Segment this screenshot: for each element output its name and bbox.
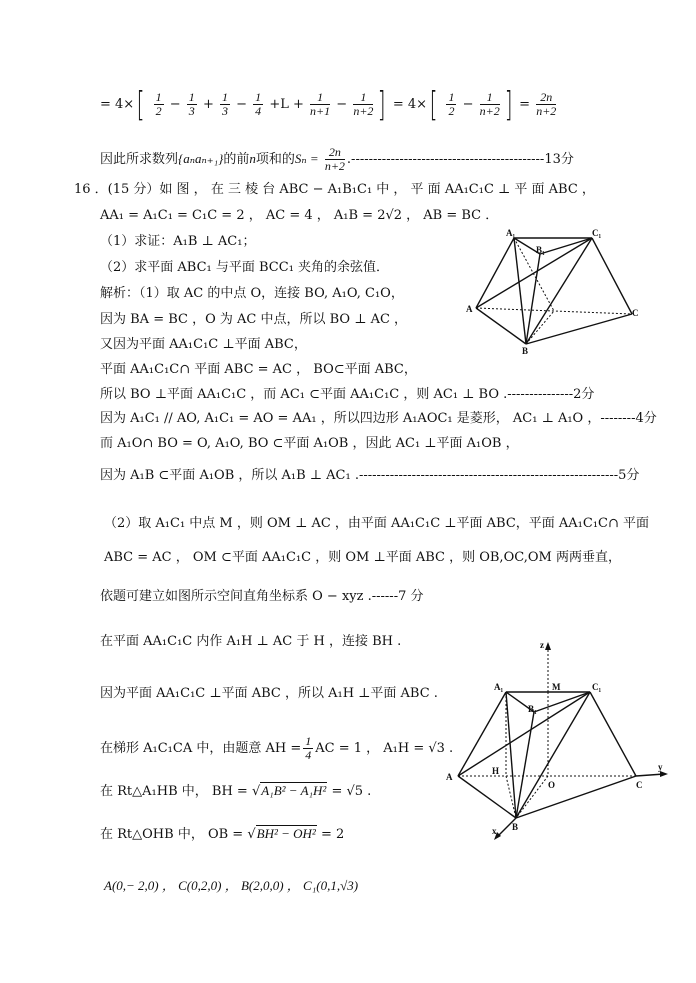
frustum-figure-1 (462, 224, 648, 356)
problem-16-line1: 16 ．(15 分）如 图 ， 在 三 棱 台 ABC − A₁B₁C₁ 中 ， 平 面 AA₁C₁C ⊥ 平 面 ABC ， (74, 182, 595, 197)
label-z: z (540, 640, 544, 650)
label-c1: C₁ (592, 682, 602, 692)
frac: $\frac{1}{2}$ (448, 90, 455, 118)
label-b1: B₁ (528, 704, 537, 714)
coordinates: A(0,− 2,0) ， C(0,2,0) ， B(2,0,0) ， C₁(0,1,√3) (104, 878, 359, 893)
label-a1: A₁ (506, 228, 516, 238)
solution-line: 而 A₁O∩ BO = O, A₁O, BO ⊂平面 A₁OB ，因此 AC₁ ⊥平面 A₁OB ， (100, 436, 519, 451)
trapezoid-line: 在梯形 A₁C₁CA 中，由题意 AH = $\frac{1}{4}$ AC = 1 ， A₁H = √3 . (100, 734, 454, 762)
label-a: A (466, 304, 473, 314)
label-c: C (632, 308, 639, 318)
telescoping-formula: = 4×[ $\frac{1}{2}$ − $\frac{1}{3}$ + $\frac{1}{3}$ − $\frac{1}{4}$ +L + $\frac{1}{n+1}$ − $\frac{1}{n+2}$ ] = 4×[ $\frac{1}{2}$ − $\frac{1}{n+2}$ ] = $\frac{2n}{n+2}$ (100, 84, 557, 125)
question-1: （1）求证：A₁B ⊥ AC₁； (100, 234, 256, 249)
frac: $\frac{1}{n+2}$ (479, 90, 500, 118)
solution-line: 解析：（1）取 AC 的中点 O，连接 BO, A₁O, C₁O， (100, 286, 404, 301)
solution-line: 因为 A₁B ⊂平面 A₁OB ，所以 A₁B ⊥ AC₁ .-----------------------------------------------------------5分 (100, 468, 640, 483)
op: + (202, 97, 214, 112)
label-a1: A₁ (494, 682, 504, 692)
solution-line: 又因为平面 AA₁C₁C ⊥平面 ABC， (100, 337, 307, 352)
rt-triangle-2: 在 Rt△OHB 中， OB = √BH² − OH² = 2 (100, 826, 345, 842)
label-m: M (552, 682, 561, 692)
op: − (336, 97, 348, 112)
question-2: （2）求平面 ABC₁ 与平面 BCC₁ 夹角的余弦值． (100, 260, 390, 275)
solution2-line: 因为平面 AA₁C₁C ⊥平面 ABC ，所以 A₁H ⊥平面 ABC . (100, 686, 438, 701)
label-x: x (492, 826, 497, 836)
label-c: C (636, 780, 643, 790)
solution2-line: （2）取 A₁C₁ 中点 M ，则 OM ⊥ AC ，由平面 AA₁C₁C ⊥平面 ABC，平面 AA₁C₁C∩ 平面 (104, 516, 650, 531)
frac: $\frac{1}{4}$ (255, 90, 262, 118)
label-b: B (512, 822, 519, 832)
frac: $\frac{1}{n+2}$ (353, 90, 374, 118)
frac: $\frac{2n}{n+2}$ (536, 90, 557, 118)
solution2-line: ABC = AC ， OM ⊂平面 AA₁C₁C ，则 OM ⊥平面 ABC ，则 OB,OC,OM 两两垂直， (104, 550, 621, 565)
op: − (462, 97, 474, 112)
label-o: O (548, 780, 556, 790)
label-y: y (658, 762, 663, 772)
solution-line: 所以 BO ⊥平面 AA₁C₁C ，而 AC₁ ⊂平面 AA₁C₁C ，则 AC₁ ⊥ BO .---------------2分 (100, 387, 595, 402)
label-b: B (522, 346, 529, 356)
solution-line: 因为 BA = BC ，O 为 AC 中点，所以 BO ⊥ AC ， (100, 312, 408, 327)
formula-lead: = 4× (100, 97, 135, 112)
solution2-line: 在平面 AA₁C₁C 内作 A₁H ⊥ AC 于 H ，连接 BH . (100, 634, 402, 649)
conclusion-line: 因此所求数列{aₙaₙ₊₁}的前n项和的Sₙ = $\frac{2n}{n+2}$ .--------------------------------------------13分 (100, 145, 574, 173)
op: = (519, 97, 531, 112)
label-h: H (492, 766, 500, 776)
op: +L + (269, 97, 304, 112)
frustum-figure-2 (440, 636, 670, 842)
solution-line: 因为 A₁C₁ // AO, A₁C₁ = AO = AA₁ ，所以四边形 A₁AOC₁ 是菱形， AC₁ ⊥ A₁O ，--------4分 (100, 411, 657, 426)
solution-line: 平面 AA₁C₁C∩ 平面 ABC = AC ， BO⊂平面 ABC， (100, 362, 417, 377)
op: − (169, 97, 181, 112)
op: − (236, 97, 248, 112)
op: = 4× (392, 97, 428, 112)
frac: $\frac{1}{n+1}$ (310, 90, 331, 118)
frac: $\frac{1}{3}$ (221, 90, 228, 118)
frac: $\frac{1}{3}$ (188, 90, 195, 118)
rt-triangle-1: 在 Rt△A₁HB 中， BH = √A₁B² − A₁H² = √5 . (100, 783, 372, 799)
label-c1: C₁ (592, 228, 602, 238)
solution2-line: 依题可建立如图所示空间直角坐标系 O − xyz .------7 分 (100, 589, 424, 604)
frac: $\frac{1}{2}$ (155, 90, 162, 118)
label-b1: B₁ (536, 245, 545, 255)
problem-16-line2: AA₁ = A₁C₁ = C₁C = 2 ， AC = 4 ， A₁B = 2√2 ， AB = BC ． (100, 208, 499, 223)
label-a: A (446, 772, 453, 782)
